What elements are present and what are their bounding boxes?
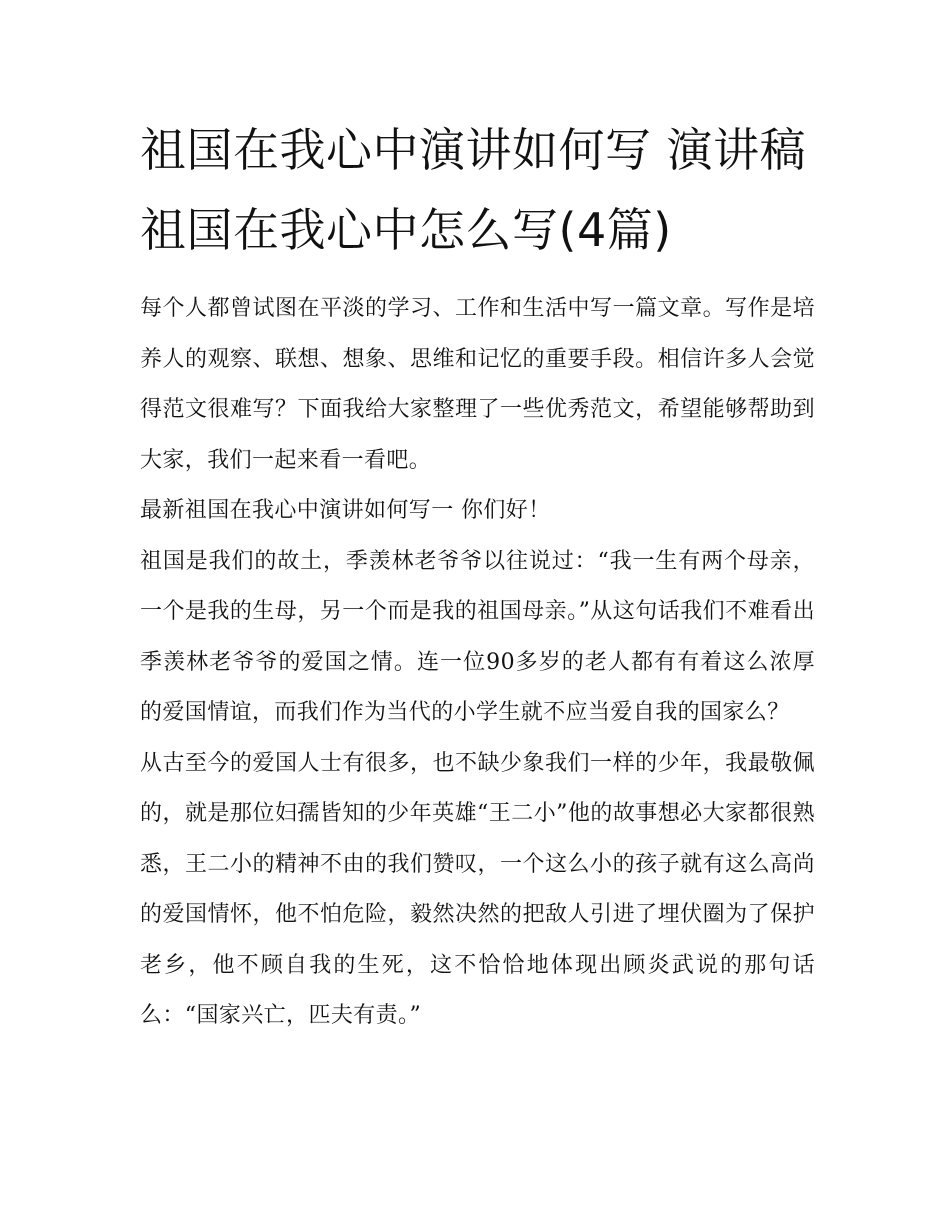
document-title: 祖国在我心中演讲如何写 演讲稿祖国在我心中怎么写(4篇) — [140, 123, 807, 257]
paragraph-greeting: 最新祖国在我心中演讲如何写一 你们好！ — [140, 498, 551, 523]
paragraph-intro: 每个人都曾试图在平淡的学习、工作和生活中写一篇文章。写作是培养人的观察、联想、想象、思维和记忆的重要手段。相信许多人会觉得范文很难写？下面我给大家整理了一些优秀范文，希望能够帮助到大家，我们一起来看一看吧。 — [140, 296, 815, 473]
paragraph-motherland: 祖国是我们的故土，季羡林老爷爷以往说过：“我一生有两个母亲，一个是我的生母，另一个而是我的祖国母亲。”从这句话我们不难看出季羡林老爷爷的爱国之情。连一位90多岁的老人都有有着这么浓厚的爱国情谊，而我们作为当代的小学生就不应当爱自我的国家么？ — [140, 548, 815, 725]
document-body — [140, 284, 815, 1042]
document-page — [140, 110, 815, 1042]
paragraph-hero: 从古至今的爱国人士有很多，也不缺少象我们一样的少年，我最敬佩的，就是那位妇孺皆知的少年英雄“王二小”他的故事想必大家都很熟悉，王二小的精神不由的我们赞叹，一个这么小的孩子就有这么高尚的爱国情怀，他不怕危险，毅然决然的把敌人引进了埋伏圈为了保护老乡，他不顾自我的生死，这不恰恰地体现出顾炎武说的那句话么：“国家兴亡，匹夫有责。” — [140, 750, 815, 1028]
